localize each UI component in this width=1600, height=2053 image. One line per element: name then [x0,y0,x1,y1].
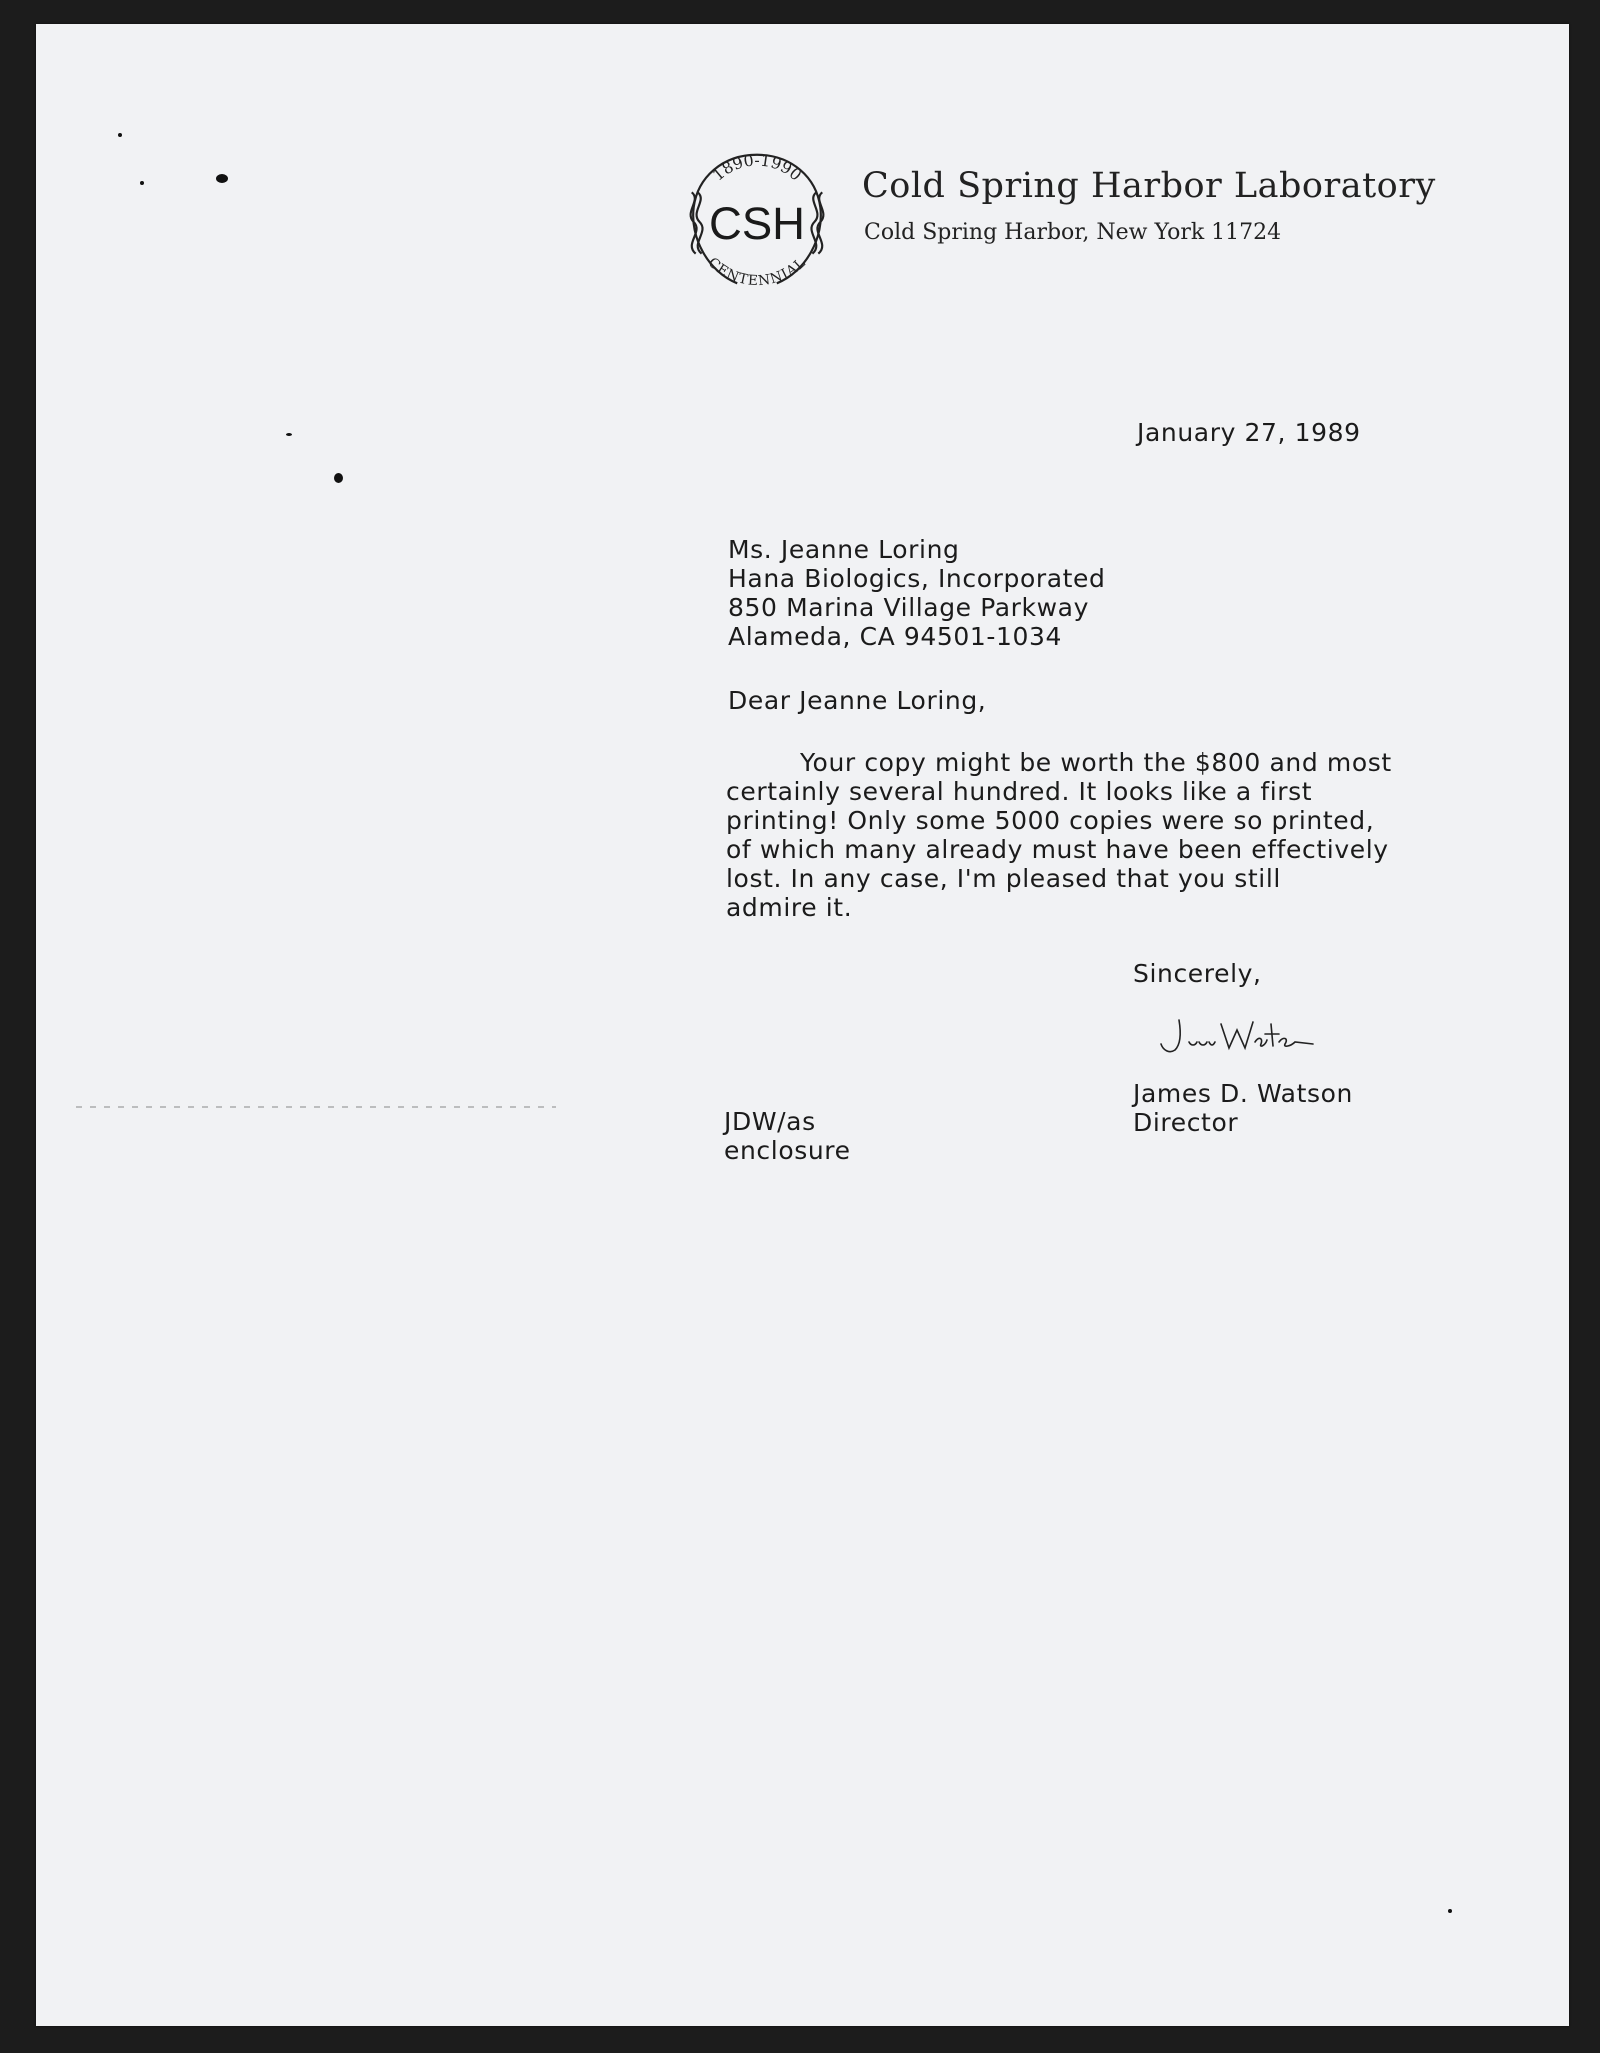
reference-initials: JDW/as [724,1107,816,1136]
logo-csh: CSH [709,197,805,249]
body-line: printing! Only some 5000 copies were so printed, [726,806,1375,835]
letter-body [726,748,1392,922]
dust-speck [334,473,343,483]
lab-name: Cold Spring Harbor Laboratory [862,166,1436,206]
recipient-company: Hana Biologics, Incorporated [728,564,1106,593]
letter-date: January 27, 1989 [1137,418,1361,447]
recipient-street: 850 Marina Village Parkway [728,593,1089,622]
signer-name: James D. Watson [1133,1079,1353,1108]
dust-speck [286,433,292,436]
signer-title: Director [1133,1108,1239,1137]
body-line: certainly several hundred. It looks like a first [726,777,1313,806]
body-line: lost. In any case, I'm pleased that you still [726,864,1281,893]
closing: Sincerely, [1133,959,1262,988]
lab-address: Cold Spring Harbor, New York 11724 [864,220,1282,245]
enclosure-note: enclosure [724,1136,851,1165]
handwritten-signature [1157,1012,1317,1062]
reference-block [724,1107,851,1165]
recipient-name: Ms. Jeanne Loring [728,535,960,564]
dust-speck [216,174,228,183]
letter-page [36,24,1569,2026]
body-line: admire it. [726,893,853,922]
csh-centennial-logo [668,133,846,311]
signer-block [1133,1079,1353,1137]
salutation: Dear Jeanne Loring, [728,686,987,715]
logo-years: 1890-1990 [708,150,806,185]
dust-speck [140,181,144,185]
body-line: of which many already must have been effectively [726,835,1389,864]
body-line: Your copy might be worth the $800 and most [800,748,1392,777]
recipient-address [728,535,1106,651]
recipient-city: Alameda, CA 94501-1034 [728,622,1063,651]
logo-ribbon: CENTENNIAL [704,254,810,290]
scan-streak [76,1106,556,1108]
dust-speck [118,133,122,137]
dust-speck [1448,1909,1452,1913]
